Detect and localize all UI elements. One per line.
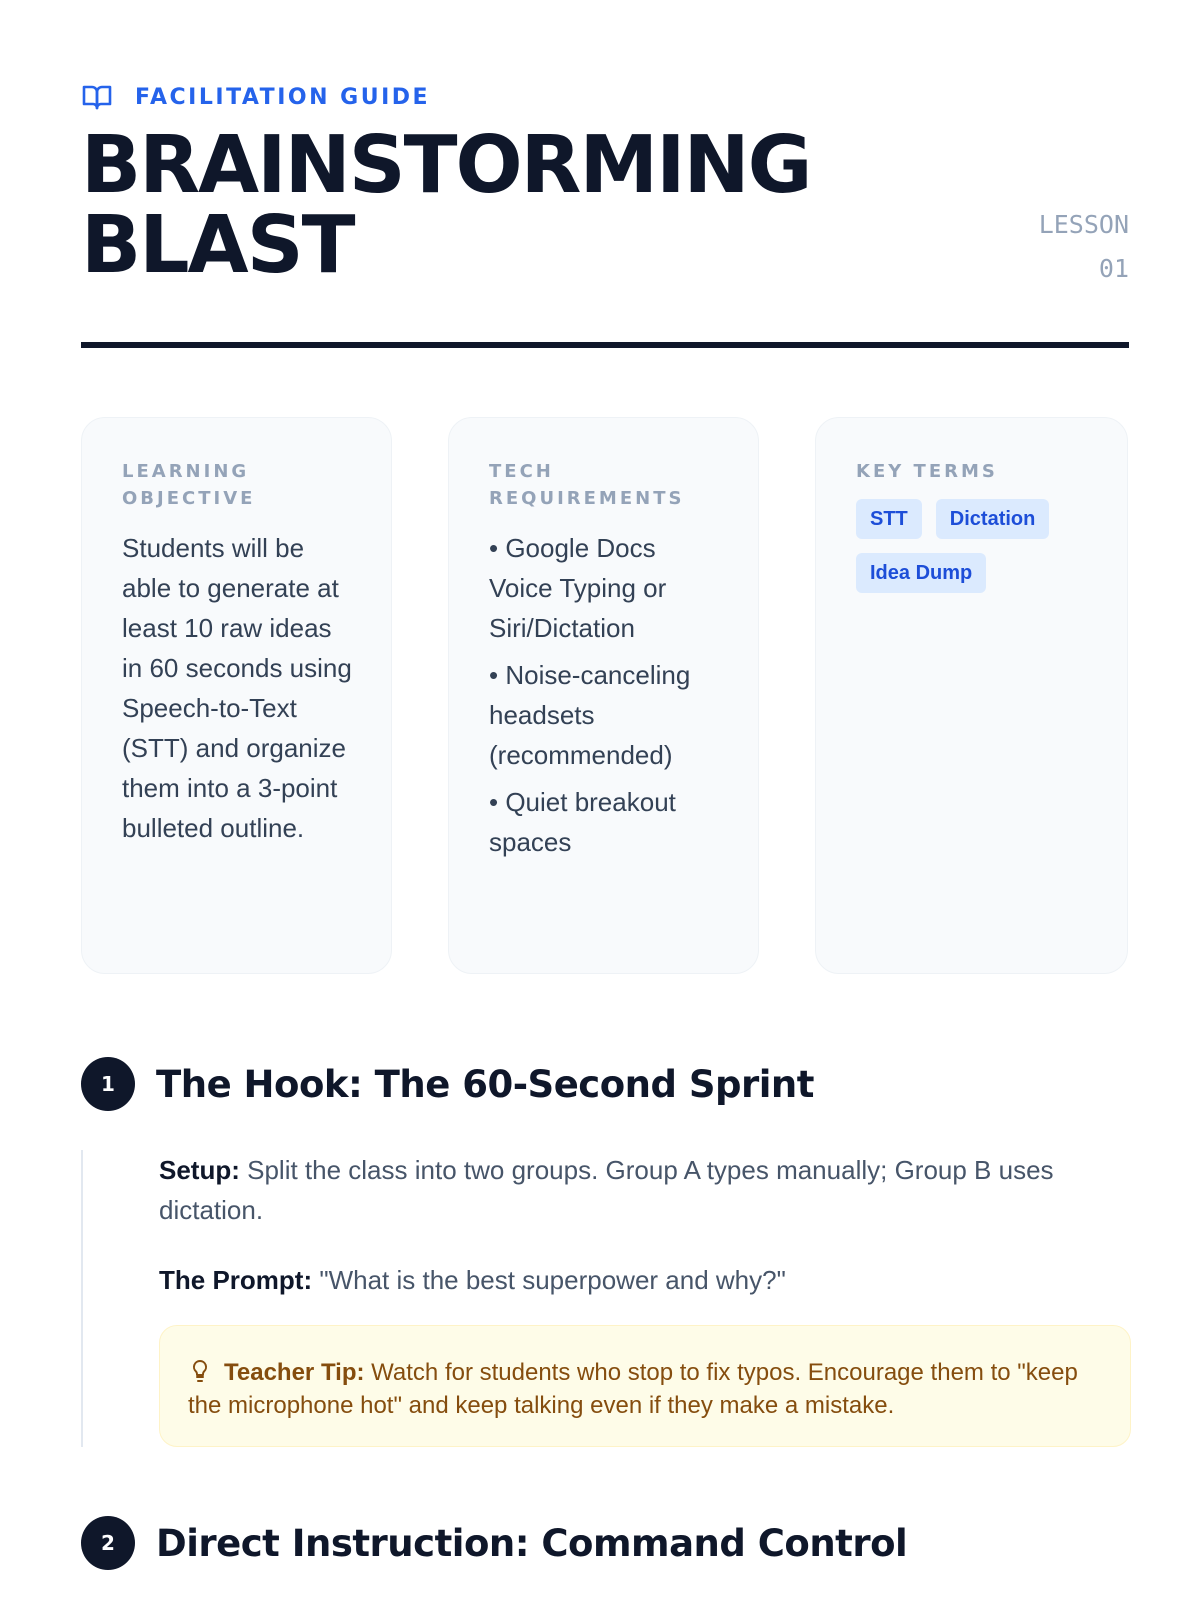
setup-label: Setup:: [159, 1155, 240, 1185]
card-label-line: LEARNING: [122, 461, 250, 482]
lesson-number-badge: [989, 203, 1129, 291]
lesson-number: 01: [1098, 254, 1129, 283]
eyebrow-label: FACILITATION GUIDE: [135, 84, 431, 110]
objective-text: Students will be able to generate at least 10 raw ideas in 60 seconds using Speech-to-Text (STT) and organize them into a 3-point bulleted outline.: [122, 533, 352, 843]
card-label-line: REQUIREMENTS: [489, 488, 685, 509]
tip-text: Watch for students who stop to fix typos. Encourage them to "keep the microphone hot" and keep talking even if they make a mistake.: [188, 1359, 1078, 1419]
lesson-page: [81, 0, 1129, 1600]
tip-label: Teacher Tip:: [224, 1359, 365, 1386]
list-item: • Quiet breakout spaces: [489, 787, 676, 857]
book-open-icon: [81, 81, 113, 113]
requirements-list: [489, 528, 715, 862]
card-label: [489, 458, 709, 512]
page-title: [81, 119, 901, 291]
prompt-paragraph: [159, 1260, 1084, 1300]
title-line-1: BRAINSTORMING: [81, 119, 811, 211]
step-number-badge: 1: [81, 1057, 135, 1111]
teacher-tip-callout: [159, 1325, 1131, 1447]
tech-requirements-card: [448, 417, 759, 974]
key-terms-card: [815, 417, 1128, 974]
learning-objective-card: [81, 417, 392, 974]
term-tag: Idea Dump: [856, 553, 986, 593]
card-label: [122, 458, 342, 512]
card-label: KEY TERMS: [856, 461, 998, 482]
eyebrow: [81, 81, 430, 113]
section-body: [81, 1150, 1131, 1447]
section-heading: [81, 1057, 814, 1111]
setup-paragraph: [159, 1150, 1084, 1230]
header-divider: [81, 342, 1129, 348]
prompt-text: "What is the best superpower and why?": [312, 1265, 786, 1295]
lesson-label: LESSON: [1038, 210, 1129, 239]
section-title: Direct Instruction: Command Control: [156, 1521, 908, 1565]
list-item: • Noise-canceling headsets (recommended): [489, 660, 691, 770]
term-tag: Dictation: [936, 499, 1050, 539]
title-line-2: BLAST: [81, 199, 354, 291]
step-number-badge: 2: [81, 1516, 135, 1570]
lightbulb-icon: [188, 1359, 212, 1383]
term-tag: STT: [856, 499, 922, 539]
term-tags: [856, 499, 1086, 593]
section-heading: [81, 1516, 907, 1570]
card-label-line: OBJECTIVE: [122, 488, 256, 509]
setup-text: Split the class into two groups. Group A types manually; Group B uses dictation.: [159, 1155, 1054, 1225]
overview-cards: [81, 417, 1129, 976]
section-title: The Hook: The 60-Second Sprint: [156, 1062, 814, 1106]
list-item: • Google Docs Voice Typing or Siri/Dictation: [489, 533, 667, 643]
card-label-line: TECH: [489, 461, 554, 482]
prompt-label: The Prompt:: [159, 1265, 313, 1295]
